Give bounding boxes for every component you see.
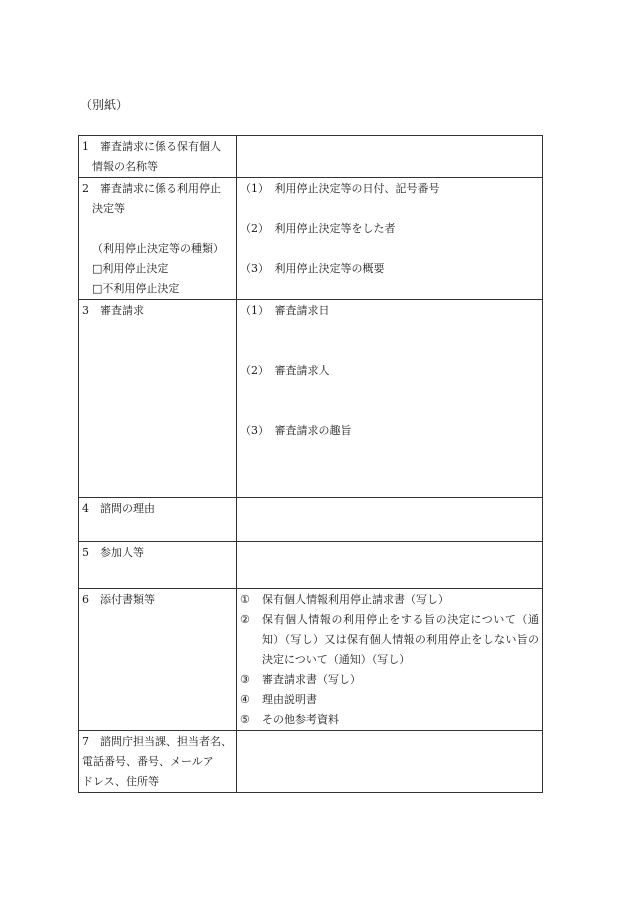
row-label-line: 2 審査請求に係る利用停止 — [82, 182, 221, 195]
decision-kind-heading: （利用停止決定等の種類） — [92, 242, 224, 255]
annex-note: （別紙） — [80, 98, 129, 112]
row-label — [79, 300, 237, 498]
row-value-cell[interactable] — [237, 731, 543, 793]
list-item: （1） 利用停止決定等の日付、記号番号 — [240, 182, 440, 195]
row-label — [79, 498, 237, 542]
option-checkbox-suspend[interactable]: □利用停止決定 — [92, 262, 169, 275]
attachment-mark: ④ — [240, 693, 250, 706]
attachment-mark: ③ — [240, 673, 250, 686]
row-label-line: 電話番号、番号、メールア — [82, 755, 214, 768]
row-label — [79, 542, 237, 589]
row-value-cell — [237, 300, 543, 498]
table-row — [79, 300, 543, 498]
attachment-item — [240, 610, 539, 670]
attachment-mark: ② — [240, 613, 250, 626]
row-value-cell[interactable] — [237, 136, 543, 178]
row-label-line: 情報の名称等 — [92, 160, 158, 173]
list-item: （3） 利用停止決定等の概要 — [240, 262, 385, 275]
attachment-text: 保有個人情報の利用停止をする旨の決定について（通知）（写し）又は保有個人情報の利用停止をしない旨の決定について（通知）（写し） — [262, 613, 539, 666]
table-row — [79, 542, 543, 589]
list-item: （1） 審査請求日 — [240, 304, 330, 317]
attachment-text: 審査請求書（写し） — [262, 673, 361, 686]
table-row — [79, 498, 543, 542]
attachment-text: 保有個人情報利用停止請求書（写し） — [262, 593, 449, 606]
list-item: （2） 利用停止決定等をした者 — [240, 222, 396, 235]
row-value-cell[interactable] — [237, 542, 543, 589]
table-row — [79, 589, 543, 731]
attachment-item — [240, 670, 539, 690]
row-label-line: 3 審査請求 — [82, 304, 144, 317]
row-label — [79, 731, 237, 793]
row-label-line: 4 諮問の理由 — [82, 502, 155, 515]
attachment-mark: ⑤ — [240, 713, 250, 726]
row-label-line: ドレス、住所等 — [82, 775, 159, 788]
attachment-item — [240, 710, 539, 730]
list-item: （2） 審査請求人 — [240, 364, 330, 377]
row-label — [79, 589, 237, 731]
row-label — [79, 178, 237, 300]
row-value-cell[interactable] — [237, 498, 543, 542]
list-item: （3） 審査請求の趣旨 — [240, 424, 352, 437]
row-label-line: 6 添付書類等 — [82, 593, 155, 606]
attachment-item — [240, 690, 539, 710]
row-value-cell — [237, 589, 543, 731]
row-label-line: 決定等 — [92, 202, 125, 215]
row-label — [79, 136, 237, 178]
row-label-line: 1 審査請求に係る保有個人 — [82, 140, 221, 153]
inquiry-form-table — [78, 135, 543, 793]
option-checkbox-no-suspend[interactable]: □不利用停止決定 — [92, 282, 180, 295]
attachment-item — [240, 590, 539, 610]
attachment-text: 理由説明書 — [262, 693, 317, 706]
row-label-line: 5 参加人等 — [82, 546, 144, 559]
table-row — [79, 136, 543, 178]
row-value-cell — [237, 178, 543, 300]
table-row — [79, 178, 543, 300]
row-label-line: 7 諮問庁担当課、担当者名、 — [82, 735, 232, 748]
attachment-text: その他参考資料 — [262, 713, 339, 726]
attachment-mark: ① — [240, 593, 250, 606]
table-row — [79, 731, 543, 793]
